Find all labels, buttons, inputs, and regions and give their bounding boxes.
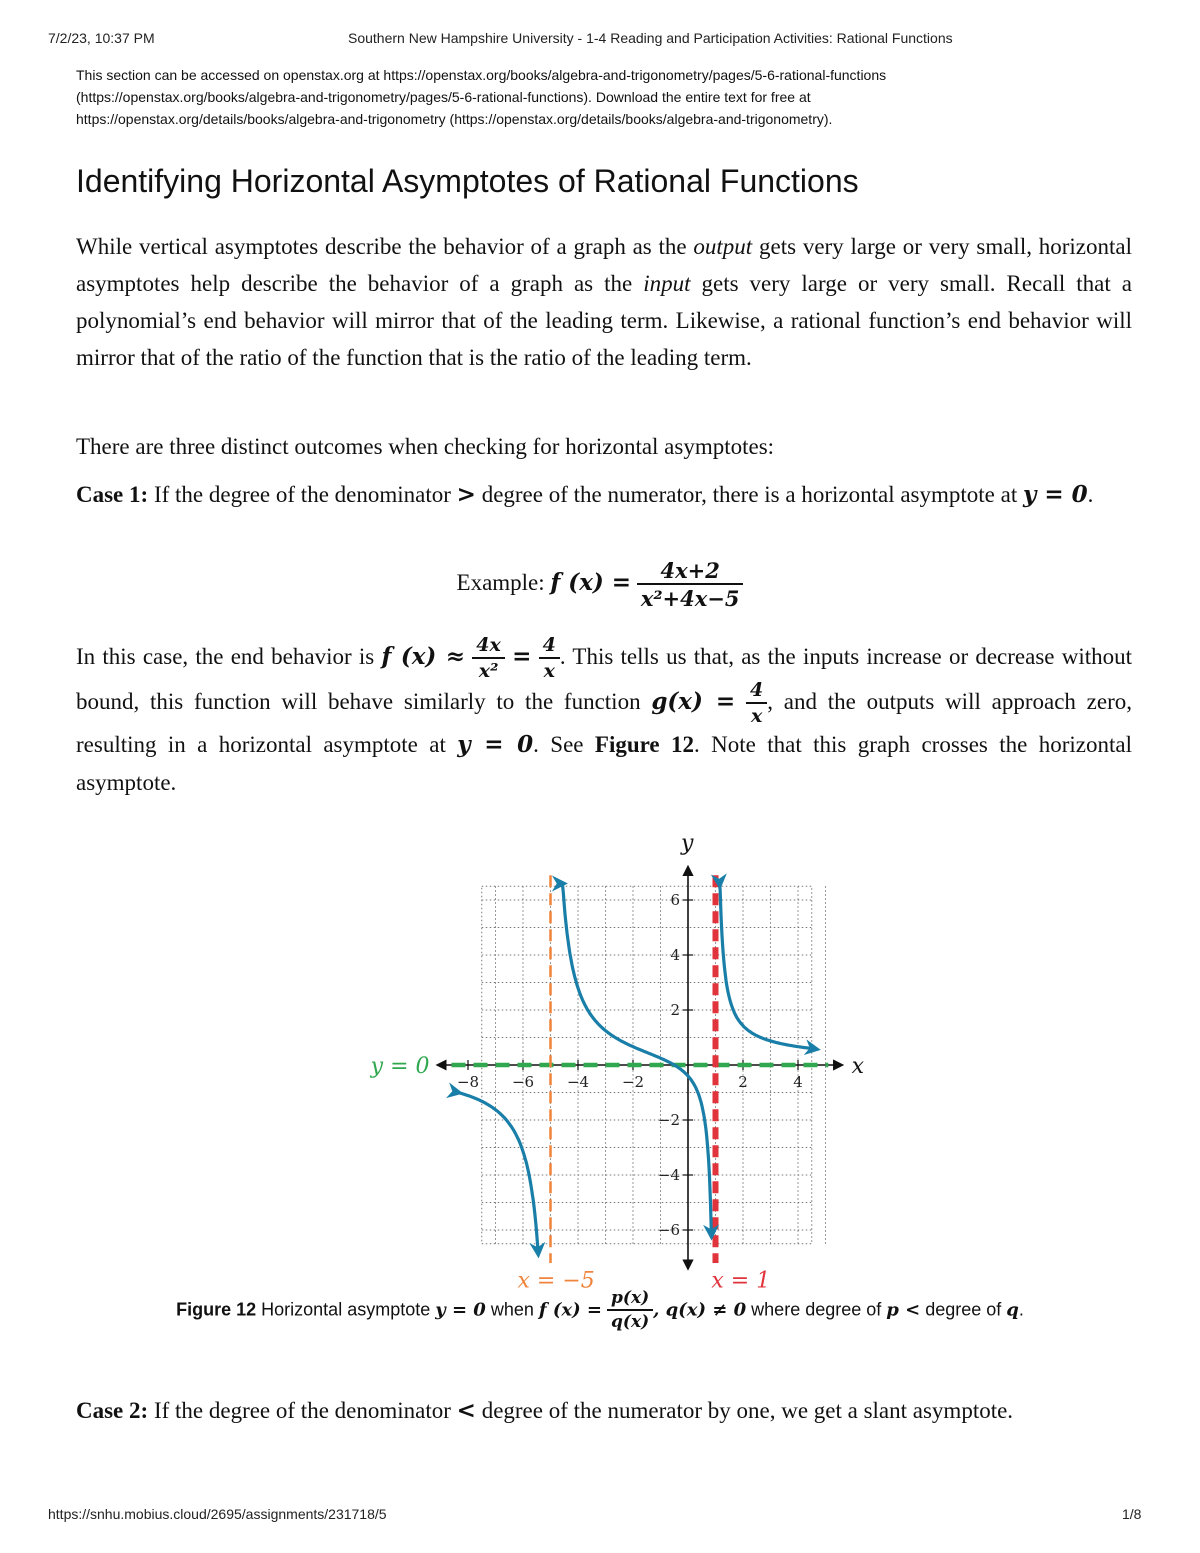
y-tick-label: −2 [657,1111,680,1129]
y-tick-label: 4 [670,946,680,964]
footer-url[interactable]: https://snhu.mobius.cloud/2695/assignments/231718/5 [48,1506,387,1522]
intro-text-1: While vertical asymptotes describe the behavior of a graph as the [76,234,694,259]
example-equation [0,560,1200,609]
x-tick-label: −8 [456,1073,480,1091]
caption-text-1: Horizontal asymptote [256,1299,436,1320]
explain-text-2: . This tells us that, as the inputs increase or decrease without bound, this function will behave similarly to the function [76,643,1133,714]
caption-text-3: where degree of [746,1299,887,1320]
intro-em-output: output [693,234,753,259]
graph-asymptotes [452,875,829,1263]
caption-math-y0: y = 0 [435,1299,486,1321]
explain-frac3-num: 4 [746,681,767,704]
horizontal-asymptote-label: y = 0 [370,1054,430,1079]
explain-frac1-num: 4x [472,636,505,659]
vertical-asymptote-label-left: x = −5 [517,1268,595,1294]
case-2-text: If the degree of the denominator [148,1398,457,1423]
section-heading: Identifying Horizontal Asymptotes of Rational Functions [76,163,859,199]
page-title: Southern New Hampshire University - 1-4 Reading and Participation Activities: Rational Functions [348,30,953,46]
explain-equals: = [512,642,532,670]
example-numerator: 4x+2 [637,560,744,585]
explain-frac2-num: 4 [539,636,560,659]
x-tick-label: 4 [793,1073,803,1091]
figure-12-graph [330,820,890,1294]
explain-approx: f (x) ≈ [381,642,466,670]
explain-text-1: In this case, the end behavior is [76,643,382,669]
caption-frac-num: p(x) [607,1290,653,1311]
case-1-gt: > [456,481,476,508]
example-label: Example: [456,569,551,595]
source-note [76,64,1136,130]
caption-text-2: when [485,1299,539,1320]
caption-end: . [1018,1299,1024,1320]
source-note-line-1[interactable]: This section can be accessed on openstax.org at https://openstax.org/books/algebra-and-trigonometry/pages/5-6-rational-functions [76,67,887,83]
x-tick-label: −2 [621,1073,645,1091]
caption-math-p: p < [886,1299,921,1321]
case-1-end: . [1087,482,1094,507]
case-2-label: Case 2: [76,1398,149,1423]
x-tick-label: 2 [738,1073,748,1091]
explain-y0: y = 0 [457,731,534,758]
case-1 [76,476,1132,513]
explain-g: g(x) = [651,687,736,715]
example-denominator: x²+4x−5 [640,586,740,611]
caption-text-4: degree of [920,1299,1007,1320]
x-tick-label: −6 [511,1073,535,1091]
intro-text-2: gets very large or very small, horizontal asymptotes help describe the behavior of a graph as the [76,234,1132,296]
x-axis-label: x [851,1054,865,1079]
curve-branch-left [457,1092,538,1252]
y-tick-label: −6 [657,1221,680,1239]
curve-branch-middle [562,884,712,1235]
graph-curve [457,884,815,1253]
y-axis-label: y [681,831,694,856]
explanation-paragraph [76,636,1132,802]
case-2-text-2: degree of the numerator by one, we get a slant asymptote. [475,1398,1014,1423]
case-1-text-2: degree of the numerator, there is a horizontal asymptote at [475,482,1023,507]
caption-label: Figure 12 [176,1299,257,1320]
caption-math-q2: q [1006,1299,1019,1321]
example-lhs: f (x) = [550,568,632,596]
case-1-text: If the degree of the denominator [148,482,457,507]
outcomes-intro: There are three distinct outcomes when checking for horizontal asymptotes: [76,434,775,459]
explain-frac1-den: x² [478,660,499,682]
y-tick-label: 6 [670,891,680,909]
vertical-asymptote-label-right: x = 1 [711,1268,771,1294]
explain-frac2-den: x [543,660,555,682]
explain-frac3-den: x [750,705,763,727]
y-tick-label: −4 [657,1166,680,1184]
curve-branch-right [720,884,815,1049]
explain-text-5: . Note that this graph crosses the horizontal asymptote. [76,732,1132,795]
case-2-lt: < [456,1397,476,1424]
source-note-line-3[interactable]: https://openstax.org/details/books/algebra-and-trigonometry (https://openstax.org/details/books/algebra-and-trigonometry). [76,111,833,127]
case-2 [76,1392,1132,1429]
case-1-eq: y = 0 [1022,481,1088,508]
source-note-line-2[interactable]: (https://openstax.org/books/algebra-and-trigonometry/pages/5-6-rational-functions). Download the entire text for free at [76,89,811,105]
intro-em-input: input [643,271,691,296]
intro-paragraph [76,228,1132,376]
caption-frac-den: q(x) [611,1312,650,1332]
intro-text-3: gets very large or very small. Recall that a polynomial’s end behavior will mirror that of the leading term. Likewise, a rational function’s end behavior will mirror that of the ratio of the function that is the ratio of the leading term. [76,271,1132,370]
y-tick-label: 2 [670,1001,680,1019]
caption-math-q: , q(x) ≠ 0 [653,1299,747,1321]
print-datetime: 7/2/23, 10:37 PM [48,30,155,46]
x-tick-label: −4 [566,1073,590,1091]
figure-12-caption [0,1290,1200,1331]
caption-math-f: f (x) = [538,1299,603,1321]
case-1-label: Case 1: [76,482,149,507]
footer-page-number: 1/8 [1122,1506,1142,1522]
explain-text-3: , and the outputs will approach zero, resulting in a horizontal asymptote at [76,688,1132,757]
figure-12-link[interactable]: Figure 12 [594,732,695,757]
explain-text-4: . See [533,732,595,757]
